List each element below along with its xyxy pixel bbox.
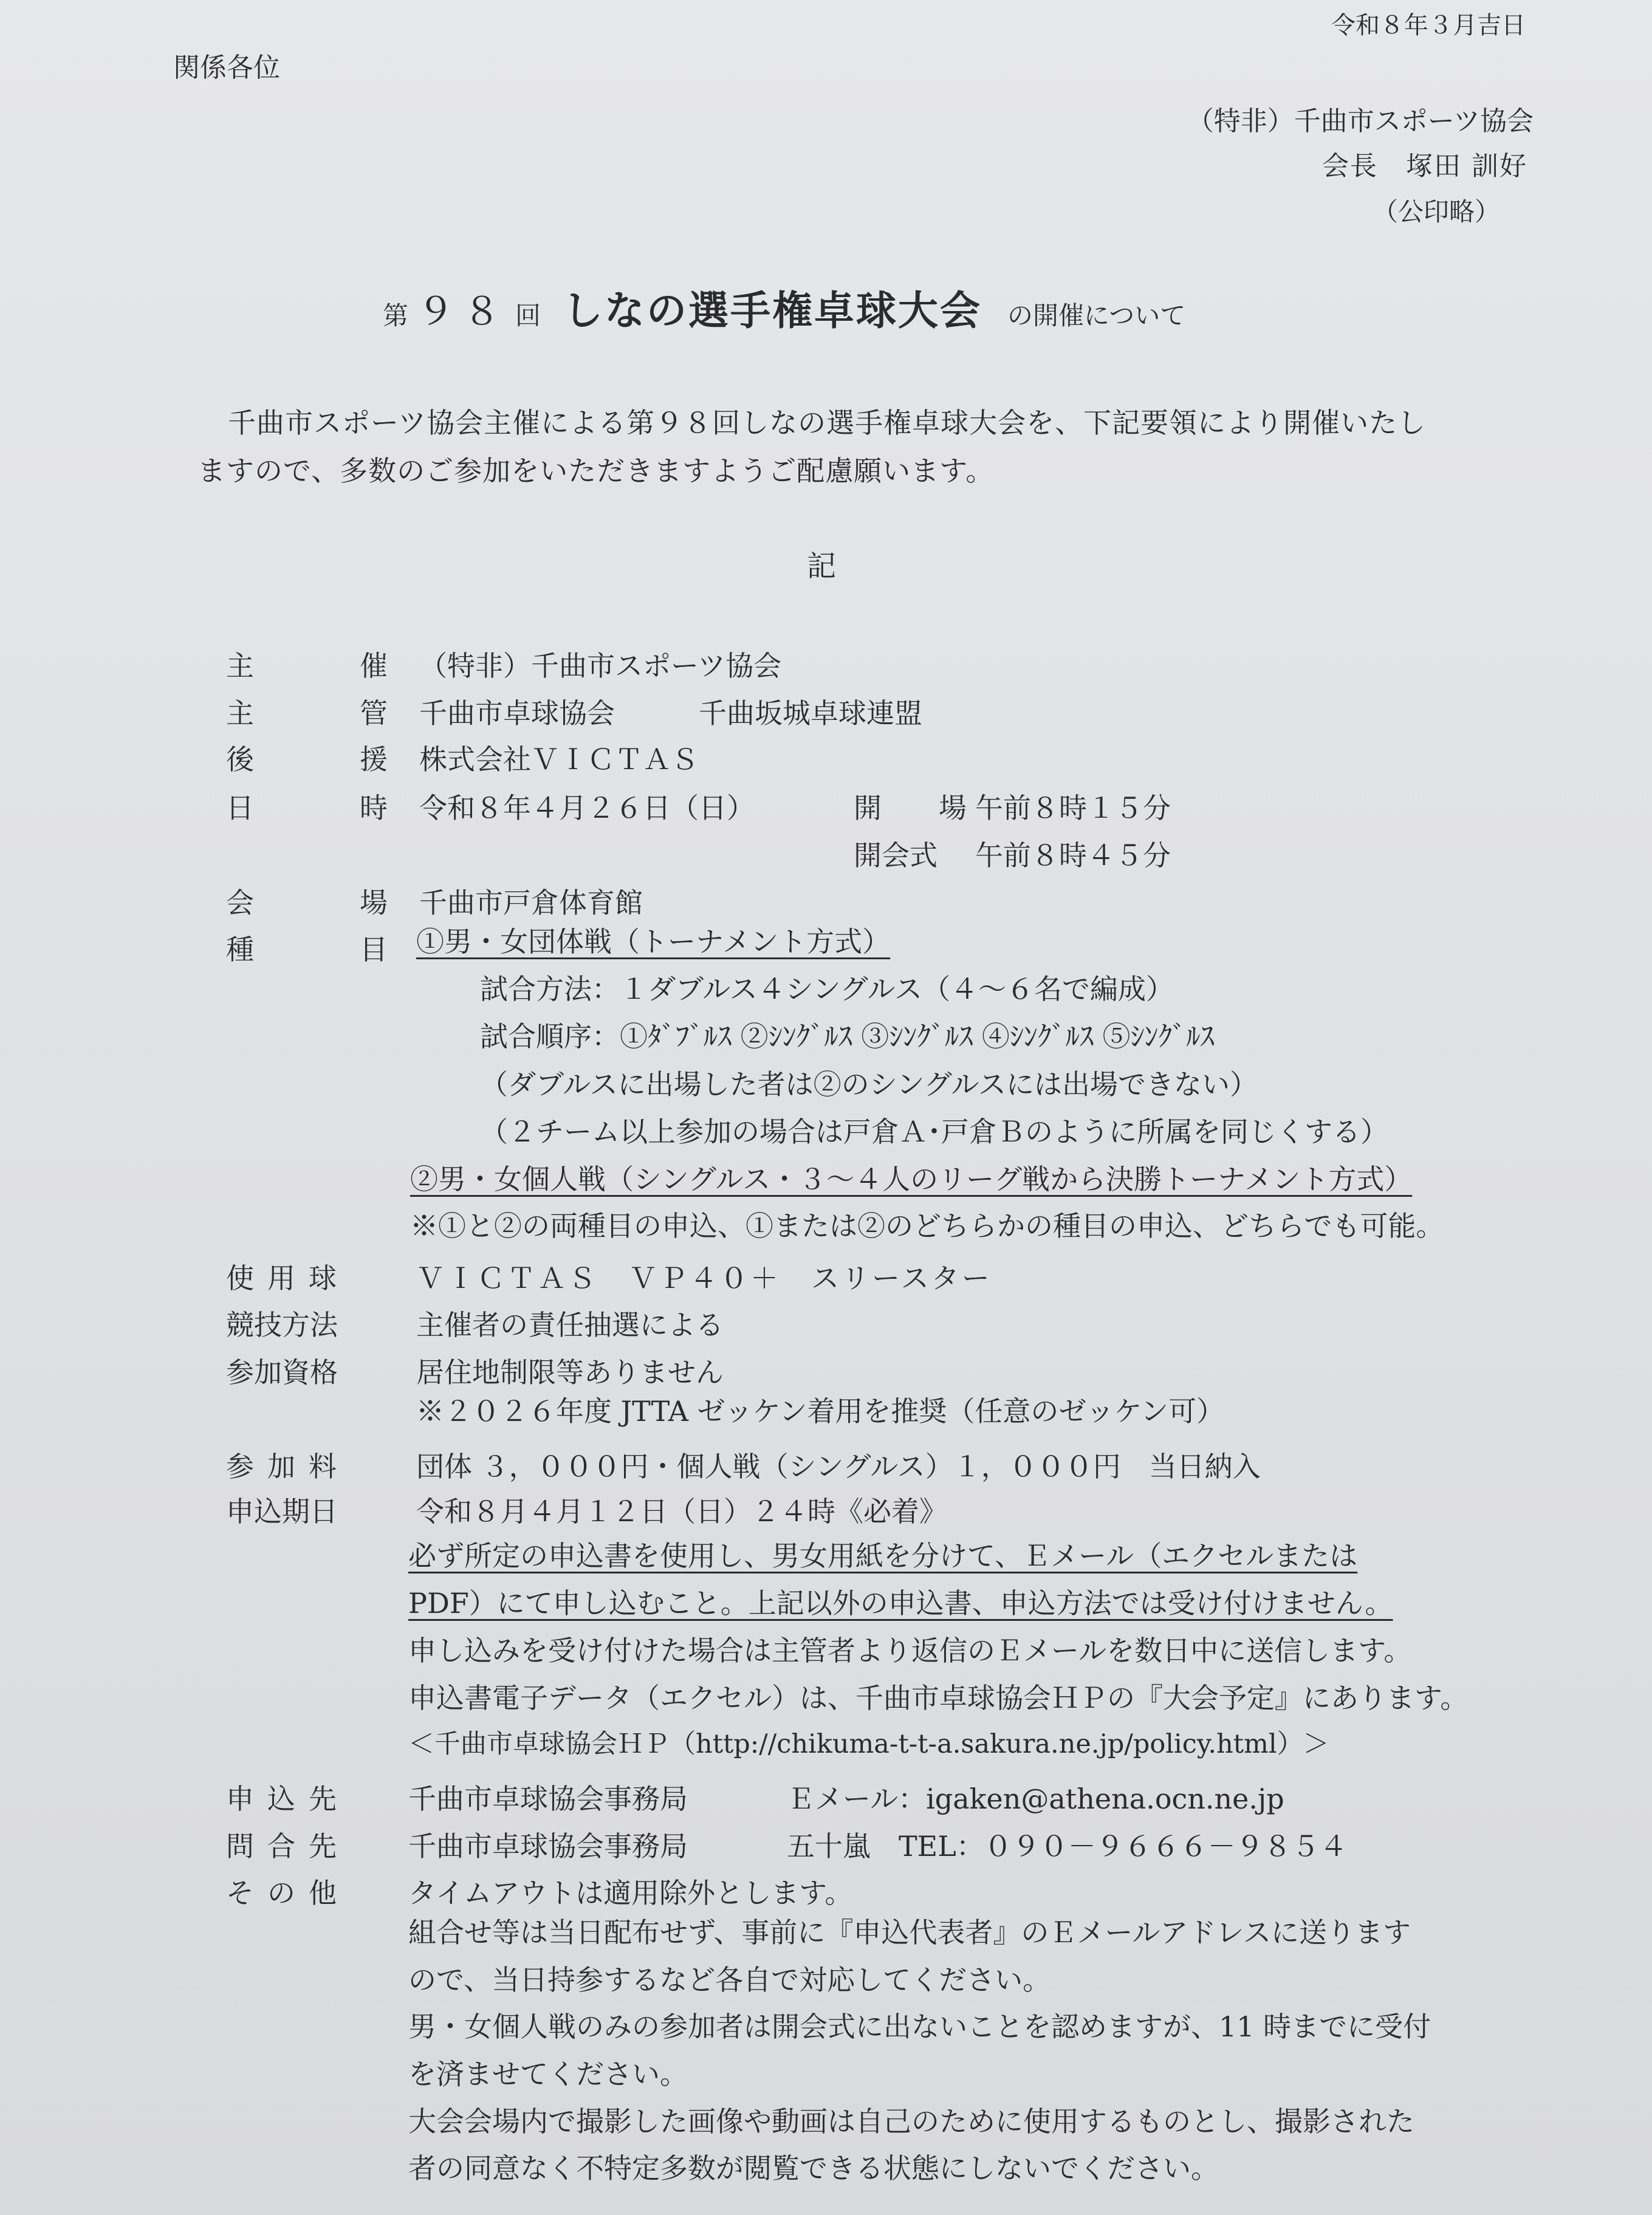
row-venue — [0, 881, 1652, 917]
row-method — [0, 1303, 1652, 1340]
eligibility-value: 居住地制限等ありません — [416, 1356, 724, 1389]
organizer-value-1: 千曲市卓球協会 — [419, 697, 615, 730]
other-label: その他 — [226, 1877, 350, 1909]
event-team: ①男・女団体戦（トーナメント方式） — [416, 925, 891, 958]
events-label: 種 目 — [226, 933, 427, 966]
open-label: 開 場 — [854, 792, 981, 824]
apply-email: Ｅメール：igaken@athena.ocn.ne.jp — [787, 1782, 1284, 1815]
addressee: 関係各位 — [173, 52, 280, 83]
row-contact — [0, 1824, 1652, 1861]
row-deadline — [0, 1490, 1652, 1526]
row-host — [0, 644, 1652, 680]
other-line-1: タイムアウトは適用除外とします。 — [408, 1877, 853, 1909]
datetime-value: 令和８年４月２６日（日） — [419, 792, 755, 824]
other-line-3: ので、当日持参するなど各自で対応してください。 — [408, 1963, 1051, 1996]
title-prefix: 第 — [383, 301, 409, 330]
sender-seal-note: （公印略） — [1372, 197, 1500, 227]
other-line-7: 者の同意なく不特定多数が閲覧できる状態にしないでください。 — [408, 2152, 1219, 2185]
title-suffix: の開催について — [1007, 301, 1186, 330]
document-title — [383, 287, 1186, 334]
intro-line-2: ますので、多数のご参加をいただきますようご配慮願います。 — [197, 454, 995, 487]
sender-organization: （特非）千曲市スポーツ協会 — [1187, 106, 1534, 137]
sender-name: 会長 塚田 訓好 — [1322, 151, 1527, 182]
ball-label: 使用球 — [226, 1262, 350, 1295]
deadline-note-3: 申し込みを受け付けた場合は主管者より返信のＥメールを数日中に送信します。 — [408, 1634, 1412, 1667]
event-team-note-2: （２チーム以上参加の場合は戸倉Ａ･戸倉Ｂのように所属を同じくする） — [480, 1115, 1388, 1148]
contact-value: 千曲市卓球協会事務局 — [408, 1830, 688, 1863]
event-team-method: 試合方法：１ダブルス４シングルス（４～６名で編成） — [480, 973, 1174, 1005]
event-team-order: 試合順序：①ﾀﾞﾌﾞﾙｽ ②ｼﾝｸﾞﾙｽ ③ｼﾝｸﾞﾙｽ ④ｼﾝｸﾞﾙｽ ⑤ｼﾝｸﾞﾙｽ — [480, 1020, 1215, 1053]
title-counter: 回 — [515, 301, 541, 330]
fee-label: 参加料 — [226, 1450, 350, 1483]
ki-heading: 記 — [807, 549, 837, 583]
row-sponsor — [0, 738, 1652, 774]
host-label: 主 催 — [226, 649, 427, 682]
other-line-6: 大会会場内で撮影した画像や動画は自己のために使用するものとし、撮影された — [408, 2105, 1414, 2138]
row-apply — [0, 1777, 1652, 1813]
row-fee — [0, 1445, 1652, 1481]
row-datetime — [0, 786, 1652, 823]
contact-person: 五十嵐 TEL：０９０－９６６６－９８５４ — [787, 1830, 1348, 1863]
organizer-label: 主 管 — [226, 697, 427, 730]
row-ceremony — [0, 834, 1652, 870]
title-number: ９８ — [417, 289, 510, 334]
eligibility-note: ※２０２６年度 JTTA ゼッケン着用を推奨（任意のゼッケン可） — [416, 1395, 1225, 1428]
event-note: ※①と②の両種目の申込、①または②のどちらかの種目の申込、どちらでも可能。 — [410, 1210, 1444, 1242]
event-individual: ②男・女個人戦（シングルス・３～４人のリーグ戦から決勝トーナメント方式） — [410, 1163, 1413, 1196]
method-value: 主催者の責任抽選による — [416, 1309, 724, 1341]
ceremony-label: 開会式 — [854, 839, 937, 872]
document-date: 令和８年３月吉日 — [1331, 12, 1526, 39]
sponsor-value: 株式会社ＶＩＣＴＡＳ — [419, 743, 699, 776]
deadline-note-2: PDF）にて申し込むこと。上記以外の申込書、申込方法では受け付けません。 — [408, 1587, 1393, 1620]
row-other — [0, 1871, 1652, 1908]
apply-value: 千曲市卓球協会事務局 — [408, 1782, 688, 1815]
other-line-4: 男・女個人戦のみの参加者は開会式に出ないことを認めますが、11 時までに受付 — [408, 2010, 1431, 2043]
deadline-label: 申込期日 — [226, 1495, 338, 1528]
deadline-value: 令和８月４月１２日（日）２４時《必着》 — [416, 1495, 947, 1528]
host-value: （特非）千曲市スポーツ協会 — [419, 649, 782, 682]
event-team-note-1: （ダブルスに出場した者は②のシングルスには出場できない） — [480, 1068, 1258, 1101]
apply-label: 申込先 — [226, 1782, 350, 1815]
datetime-label: 日 時 — [226, 792, 427, 824]
row-eligibility — [0, 1351, 1652, 1387]
venue-label: 会 場 — [226, 886, 427, 919]
row-ball — [0, 1256, 1652, 1293]
organizer-value-2: 千曲坂城卓球連盟 — [699, 697, 922, 730]
fee-value: 団体 ３，０００円・個人戦（シングルス）１，０００円 当日納入 — [416, 1450, 1261, 1483]
sponsor-label: 後 援 — [226, 743, 427, 776]
open-time: 午前８時１５分 — [975, 792, 1171, 824]
intro-line-1: 千曲市スポーツ協会主催による第９８回しなの選手権卓球大会を、下記要領により開催いたし — [228, 406, 1427, 439]
method-label: 競技方法 — [226, 1309, 338, 1341]
venue-value: 千曲市戸倉体育館 — [419, 886, 643, 919]
other-line-5: を済ませてください。 — [408, 2058, 688, 2090]
contact-label: 問合先 — [226, 1830, 350, 1863]
row-organizer — [0, 691, 1652, 728]
deadline-note-4: 申込書電子データ（エクセル）は、千曲市卓球協会ＨＰの『大会予定』にあります。 — [408, 1682, 1469, 1714]
title-main: しなの選手権卓球大会 — [563, 287, 982, 334]
ceremony-time: 午前８時４５分 — [975, 839, 1171, 872]
other-line-2: 組合せ等は当日配布せず、事前に『申込代表者』のＥメールアドレスに送ります — [408, 1916, 1411, 1949]
deadline-note-url: ＜千曲市卓球協会ＨＰ（http://chikuma-t-t-a.sakura.ne.jp/policy.html）＞ — [408, 1729, 1329, 1759]
deadline-note-1: 必ず所定の申込書を使用し、男女用紙を分けて、Ｅメール（エクセルまたは — [408, 1539, 1358, 1572]
ball-value: ＶＩＣＴＡＳ ＶＰ４０＋ スリースター — [416, 1262, 992, 1295]
eligibility-label: 参加資格 — [226, 1356, 338, 1389]
